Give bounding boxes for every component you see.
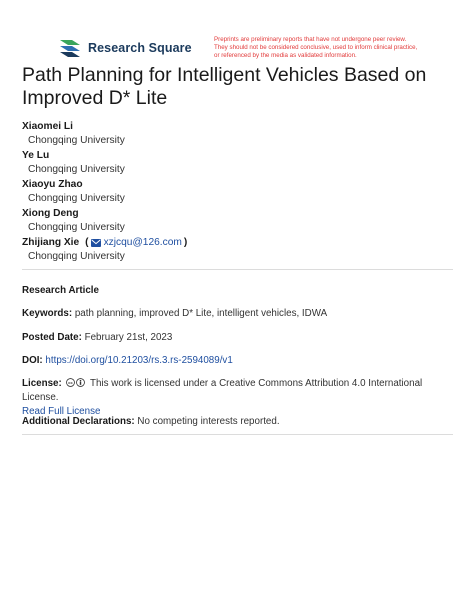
disclaimer-line: or referenced by the media as validated information. xyxy=(214,52,357,59)
license-label: License: xyxy=(22,378,62,389)
declarations-label: Additional Declarations: xyxy=(22,416,135,427)
article-type-row xyxy=(22,284,452,298)
doi-link[interactable]: https://doi.org/10.21203/rs.3.rs-2594089/v1 xyxy=(45,355,233,366)
header xyxy=(0,0,474,62)
author-affiliation: Chongqing University xyxy=(28,193,125,204)
disclaimer-line: Preprints are preliminary reports that have not undergone peer review. xyxy=(214,36,407,43)
section-divider xyxy=(22,269,453,270)
author-name: Xiaomei Li xyxy=(22,121,73,132)
declarations-row xyxy=(22,415,452,429)
disclaimer-line: They should not be considered conclusive, used to inform clinical practice, xyxy=(214,44,418,51)
author-entry xyxy=(22,178,452,206)
keywords-value: path planning, improved D* Lite, intelligent vehicles, IDWA xyxy=(74,308,328,319)
author-entry xyxy=(22,120,452,148)
article-type: Research Article xyxy=(22,285,99,296)
posted-date-row xyxy=(22,331,452,345)
preprint-disclaimer xyxy=(214,36,444,60)
author-list xyxy=(22,120,452,265)
author-entry xyxy=(22,236,452,264)
research-square-logo-icon xyxy=(58,38,82,58)
author-affiliation: Chongqing University xyxy=(28,222,125,233)
author-entry xyxy=(22,149,452,177)
brand-name: Research Square xyxy=(88,41,192,55)
paper-title: Path Planning for Intelligent Vehicles Based on Improved D* Lite xyxy=(22,64,427,109)
author-email-group: ( xzjcqu@126.com ) xyxy=(85,237,188,248)
section-divider xyxy=(22,434,453,435)
keywords-row xyxy=(22,307,452,321)
author-name: Xiong Deng xyxy=(22,208,79,219)
author-affiliation: Chongqing University xyxy=(28,135,125,146)
author-name-row xyxy=(22,236,452,250)
author-name: Ye Lu xyxy=(22,150,50,161)
keywords-label: Keywords: xyxy=(22,308,73,319)
svg-text:cc: cc xyxy=(68,380,74,386)
cc-icon xyxy=(66,378,75,387)
posted-date-label: Posted Date: xyxy=(22,332,82,343)
license-row xyxy=(22,377,452,419)
license-text: This work is licensed under a Creative Commons Attribution 4.0 International License. xyxy=(22,378,423,403)
author-entry xyxy=(22,207,452,235)
author-email: xzjcqu@126.com xyxy=(103,237,182,248)
license-icons xyxy=(66,378,85,387)
research-square-logo[interactable] xyxy=(58,38,192,58)
author-name: Xiaoyu Zhao xyxy=(22,179,83,190)
by-icon xyxy=(76,378,85,387)
declarations-value: No competing interests reported. xyxy=(137,416,280,427)
posted-date-value: February 21st, 2023 xyxy=(84,332,173,343)
author-email-link[interactable] xyxy=(91,236,182,250)
envelope-icon xyxy=(91,239,101,247)
author-name: Zhijiang Xie xyxy=(22,237,80,248)
doi-label: DOI: xyxy=(22,355,43,366)
doi-row xyxy=(22,354,452,368)
author-affiliation: Chongqing University xyxy=(28,164,125,175)
author-affiliation: Chongqing University xyxy=(28,251,125,262)
read-full-license-link[interactable]: Read Full License xyxy=(22,406,101,417)
